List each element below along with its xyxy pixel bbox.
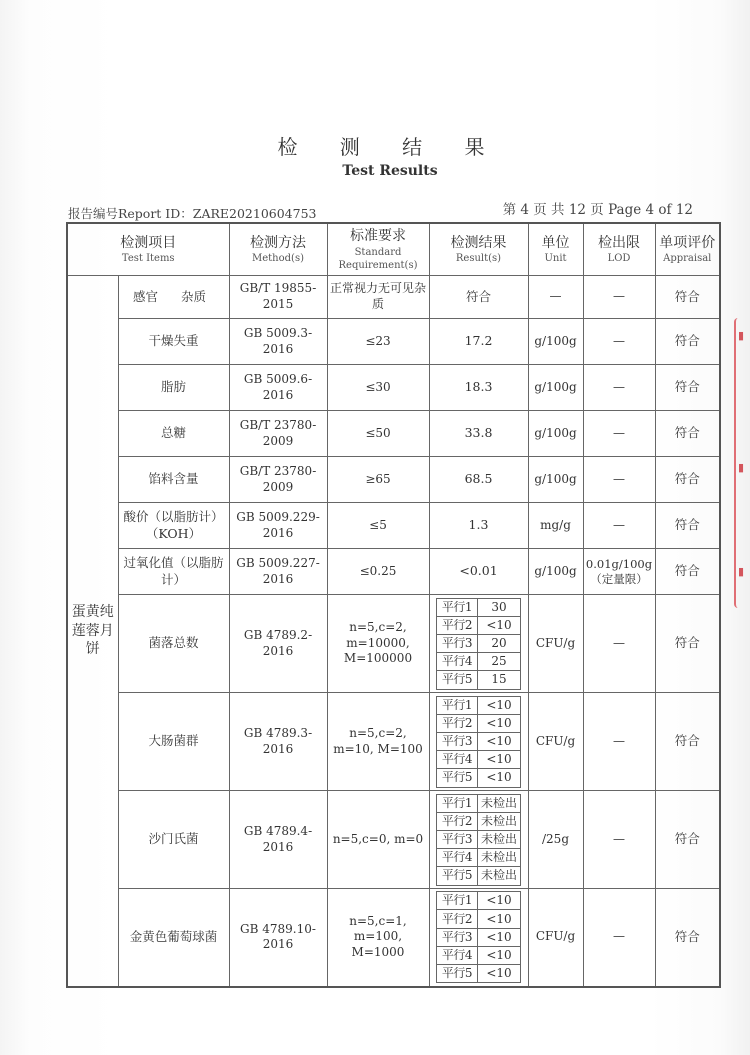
report-id: 报告编号Report ID：ZARE20210604753 [68,206,317,221]
parallel-row: 平行4 <10 [437,751,521,769]
parallel-row: 平行5 未检出 [437,867,521,885]
appraisal-cell: 符合 [655,457,720,503]
table-row [67,549,720,595]
parallel-row: 平行5 15 [437,671,521,689]
item-cell: 脂肪 [118,365,229,411]
page-title-cn: 检 测 结 果 [277,135,503,159]
parallel-row: 平行5 <10 [437,965,521,983]
method-cell: GB 5009.227-2016 [229,549,327,595]
header-appraisal: 单项评价 Appraisal [655,223,720,276]
parallel-row: 平行4 未检出 [437,849,521,867]
method-cell: GB 5009.3-2016 [229,319,327,365]
unit-cell: CFU/g [528,889,583,987]
parallel-results [436,794,521,886]
appraisal-cell: 符合 [655,319,720,365]
table-row [67,595,720,693]
requirement-cell: ≤50 [327,411,429,457]
table-row [67,889,720,987]
lod-cell: — [583,411,655,457]
unit-cell: g/100g [528,411,583,457]
appraisal-cell: 符合 [655,276,720,319]
parallel-row: 平行2 <10 [437,714,521,732]
header-result: 检测结果 Result(s) [429,223,528,276]
item-cell: 大肠菌群 [118,693,229,791]
appraisal-cell: 符合 [655,889,720,987]
page-number: 第 4 页 共 12 页 Page 4 of 12 [502,202,693,218]
item-cell: 过氧化值（以脂肪计） [118,549,229,595]
requirement-cell: ≤23 [327,319,429,365]
parallel-results [436,696,521,788]
table-row [67,365,720,411]
method-cell: GB/T 23780-2009 [229,457,327,503]
requirement-cell: n=5,c=1, m=100, M=1000 [327,889,429,987]
parallel-row: 平行1 <10 [437,892,521,910]
requirement-cell: ≥65 [327,457,429,503]
lod-cell: — [583,693,655,791]
table-row [67,457,720,503]
parallel-row: 平行3 20 [437,634,521,652]
lod-cell: — [583,595,655,693]
parallel-row: 平行2 <10 [437,616,521,634]
result-cell: 17.2 [429,319,528,365]
method-cell: GB 5009.229-2016 [229,503,327,549]
table-row [67,276,720,319]
item-cell: 菌落总数 [118,595,229,693]
method-cell: GB/T 19855-2015 [229,276,327,319]
requirement-cell: n=5,c=2, m=10, M=100 [327,693,429,791]
result-cell [429,889,528,987]
header-method: 检测方法 Method(s) [229,223,327,276]
requirement-cell: 正常视力无可见杂质 [327,276,429,319]
table-row [67,791,720,889]
appraisal-cell: 符合 [655,791,720,889]
result-cell: 18.3 [429,365,528,411]
header-test-items: 检测项目 Test Items [67,223,229,276]
result-cell: 68.5 [429,457,528,503]
appraisal-cell: 符合 [655,595,720,693]
result-cell: 33.8 [429,411,528,457]
header-lod: 检出限 LOD [583,223,655,276]
parallel-row: 平行2 <10 [437,910,521,928]
result-cell [429,595,528,693]
unit-cell: CFU/g [528,693,583,791]
appraisal-cell: 符合 [655,411,720,457]
item-cell: 总糖 [118,411,229,457]
result-cell: 1.3 [429,503,528,549]
lod-cell: — [583,276,655,319]
lod-cell: — [583,503,655,549]
seal-stamp-mark: ▮ [738,565,745,578]
item-cell: 馅料含量 [118,457,229,503]
header-requirement: 标准要求 Standard Requirement(s) [327,223,429,276]
method-cell: GB 5009.6-2016 [229,365,327,411]
item-category: 感官 [132,288,158,304]
requirement-cell: n=5,c=2, m=10000, M=100000 [327,595,429,693]
parallel-row: 平行5 <10 [437,769,521,787]
item-cell: 沙门氏菌 [118,791,229,889]
table-row [67,411,720,457]
lod-cell: 0.01g/100g（定量限） [583,549,655,595]
table-header-row [67,223,720,276]
parallel-row: 平行4 <10 [437,946,521,964]
sample-name: 蛋黄纯莲蓉月饼 [67,276,118,987]
parallel-results [436,891,521,983]
table-row [67,693,720,791]
parallel-results [436,598,521,690]
unit-cell: CFU/g [528,595,583,693]
requirement-cell: ≤0.25 [327,549,429,595]
table-row [67,319,720,365]
appraisal-cell: 符合 [655,365,720,411]
header-unit: 单位 Unit [528,223,583,276]
parallel-row: 平行3 <10 [437,928,521,946]
seal-stamp-mark: ▮ [738,461,745,474]
unit-cell: g/100g [528,457,583,503]
unit-cell: /25g [528,791,583,889]
parallel-row: 平行3 未检出 [437,830,521,848]
appraisal-cell: 符合 [655,503,720,549]
lod-cell: — [583,457,655,503]
result-cell [429,791,528,889]
unit-cell: g/100g [528,549,583,595]
item-cell: 干燥失重 [118,319,229,365]
result-cell: 符合 [429,276,528,319]
method-cell: GB 4789.10-2016 [229,889,327,987]
appraisal-cell: 符合 [655,549,720,595]
appraisal-cell: 符合 [655,693,720,791]
requirement-cell: n=5,c=0, m=0 [327,791,429,889]
item-cell: 金黄色葡萄球菌 [118,889,229,987]
item-cell [118,276,229,319]
table-row [67,503,720,549]
page-title-en: Test Results [342,163,438,179]
method-cell: GB 4789.4-2016 [229,791,327,889]
parallel-row: 平行1 30 [437,598,521,616]
method-cell: GB/T 23780-2009 [229,411,327,457]
result-cell [429,693,528,791]
parallel-row: 平行1 未检出 [437,794,521,812]
parallel-row: 平行4 25 [437,653,521,671]
parallel-row: 平行1 <10 [437,696,521,714]
method-cell: GB 4789.3-2016 [229,693,327,791]
lod-cell: — [583,889,655,987]
method-cell: GB 4789.2-2016 [229,595,327,693]
parallel-row: 平行3 <10 [437,732,521,750]
unit-cell: — [528,276,583,319]
unit-cell: g/100g [528,319,583,365]
result-cell: <0.01 [429,549,528,595]
lod-cell: — [583,319,655,365]
lod-cell: — [583,791,655,889]
requirement-cell: ≤5 [327,503,429,549]
lod-cell: — [583,365,655,411]
parallel-row: 平行2 未检出 [437,812,521,830]
results-table [66,222,721,988]
unit-cell: g/100g [528,365,583,411]
item-name: 杂质 [180,288,206,304]
seal-stamp-mark: ▮ [738,329,745,342]
requirement-cell: ≤30 [327,365,429,411]
item-cell: 酸价（以脂肪计）（KOH） [118,503,229,549]
unit-cell: mg/g [528,503,583,549]
